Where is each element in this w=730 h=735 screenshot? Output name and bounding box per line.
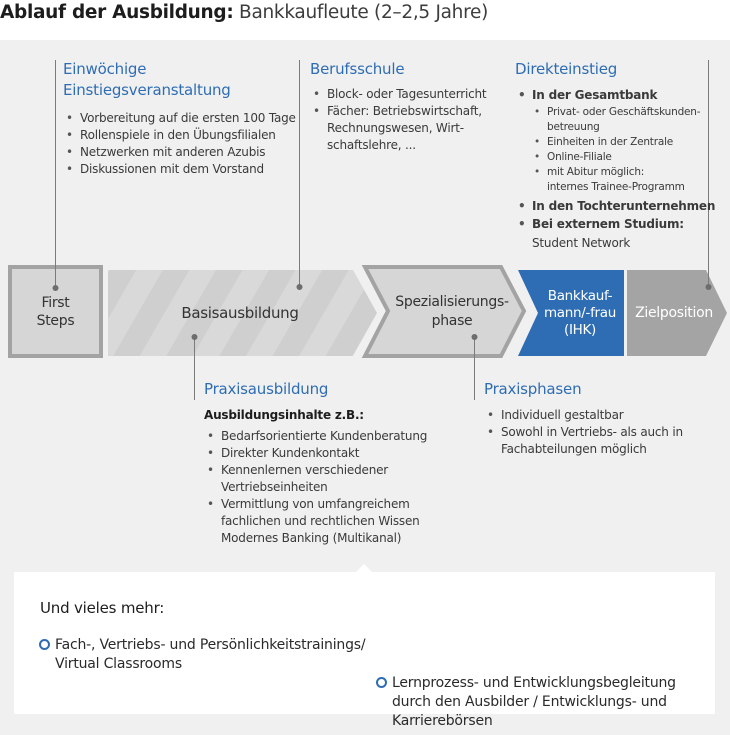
stage-first-steps-line2: Steps: [36, 312, 75, 329]
bullet-ring-icon: [376, 677, 387, 688]
stage-ziel-label: Zielposition: [635, 305, 713, 321]
more-item-right-line1: Lernprozess- und Entwicklungsbegleitung: [392, 675, 676, 691]
extern-label: Bei externem Studium:: [532, 217, 684, 231]
berufsschule-heading: Berufsschule: [310, 60, 405, 78]
title-bold: Ablauf der Ausbildung:: [0, 2, 234, 23]
list-item-line: • Sowohl in Vertriebs- als auch in: [501, 425, 683, 439]
list-item: [531, 165, 705, 195]
list-item-line: • Bedarfsorientierte Kundenberatung: [221, 429, 428, 443]
list-item-text: Block- oder Tagesunterricht: [327, 87, 487, 101]
list-item-line: • Kennenlernen verschiedener: [221, 463, 389, 477]
stage-first-steps: [12, 269, 99, 354]
more-heading: Und vieles mehr:: [40, 599, 165, 617]
list-item: [484, 424, 714, 458]
direkteinstieg-list: [515, 87, 705, 104]
list-item-line: • mit Abitur möglich:: [547, 166, 645, 178]
more-item-left: [39, 636, 730, 674]
list-item: [484, 407, 714, 424]
section-praxisphasen: [484, 379, 714, 458]
stage-basis-label: Basisausbildung: [181, 304, 299, 322]
list-item: [531, 150, 705, 165]
list-item-line: • Fächer: Betriebswirtschaft,: [327, 104, 482, 118]
stage-bankkauf: [536, 270, 624, 356]
einstieg-heading-line2: Einstiegsveranstaltung: [63, 81, 231, 99]
more-item-right-line3: Karrierebörsen: [392, 713, 493, 729]
stage-spezial: [388, 269, 516, 355]
list-item-line: Vertriebseinheiten: [221, 480, 328, 494]
gesamtbank-label: In der Gesamtbank: [532, 88, 658, 102]
stage-spezial-line2: phase: [431, 313, 473, 329]
list-item: [531, 105, 705, 135]
einstieg-list: [63, 110, 296, 178]
list-item: • Diskussionen mit dem Vorstand: [63, 161, 293, 178]
list-item: [204, 445, 464, 462]
more-item-left-line2: Virtual Classrooms: [55, 656, 182, 672]
list-item: [531, 135, 705, 150]
more-box: [14, 572, 715, 729]
title-subtitle: Bankkaufleute (2–2,5 Jahre): [239, 2, 488, 23]
more-item-right: [376, 674, 730, 731]
praxisphasen-list: [484, 407, 714, 458]
more-item-left-line1: Fach-, Vertriebs- und Persönlichkeitstrainings/: [55, 637, 366, 653]
gesamtbank-list: [531, 105, 705, 195]
list-item: • Rollenspiele in den Übungsfilialen: [63, 127, 293, 144]
list-item-line: • Individuell gestaltbar: [501, 408, 624, 422]
praxisausbildung-heading: Praxisausbildung: [204, 380, 329, 398]
more-item-right-line2: durch den Ausbilder / Entwicklungs- und: [392, 694, 667, 710]
list-item-line: • Einheiten in der Zentrale: [547, 136, 674, 148]
list-item: [204, 462, 464, 496]
section-einstieg: [63, 59, 296, 178]
list-item: • Netzwerken mit anderen Azubis: [63, 144, 293, 161]
tochter-label: In den Tochterunternehmen: [532, 199, 716, 213]
stage-bankkauf-line2: mann/-frau: [543, 304, 617, 321]
list-item-line: fachlichen und rechtlichen Wissen: [221, 514, 420, 528]
stage-ziel: [628, 270, 720, 356]
list-item: • Vorbereitung auf die ersten 100 Tage: [63, 110, 293, 127]
stage-bankkauf-line3: (IHK): [563, 321, 597, 338]
stage-bankkauf-line1: Bankkauf-: [547, 287, 613, 304]
list-item-line: • Vermittlung von umfangreichem: [221, 497, 410, 511]
gesamtbank-item: [515, 87, 705, 104]
section-praxisausbildung: [204, 379, 464, 547]
direkteinstieg-list-2: [515, 198, 716, 233]
praxisphasen-heading: Praxisphasen: [484, 380, 582, 398]
bullet-ring-icon: [39, 639, 50, 650]
list-item-line: Rechnungswesen, Wirt-: [327, 121, 464, 135]
berufsschule-list: [310, 86, 500, 154]
praxisausbildung-intro: Ausbildungsinhalte z.B.:: [204, 408, 364, 422]
tochter-item: [515, 198, 716, 215]
list-item-line: • Direkter Kundenkontakt: [221, 446, 360, 460]
section-berufsschule: [310, 59, 500, 154]
praxisausbildung-list: [204, 428, 464, 547]
list-item-line: Modernes Banking (Multikanal): [221, 531, 402, 545]
extern-item: [515, 216, 705, 233]
list-item: [204, 496, 464, 547]
list-item-line: • Privat- oder Geschäftskunden-: [547, 106, 701, 118]
stage-first-steps-line1: First: [41, 294, 70, 311]
stage-basis: [110, 270, 370, 356]
extern-sub: Student Network: [532, 236, 631, 250]
list-item-line: • Online-Filiale: [547, 151, 612, 163]
list-item-line: internes Trainee-Programm: [547, 181, 685, 193]
list-item-line: betreuung: [547, 121, 600, 133]
list-item-line: schaftslehre, ...: [327, 138, 416, 152]
section-direkteinstieg: [515, 59, 716, 252]
stage-spezial-line1: Spezialisierungs-: [395, 294, 509, 310]
einstieg-heading-line1: Einwöchige: [63, 60, 147, 78]
list-item: [204, 428, 464, 445]
list-item-line: Fachabteilungen möglich: [501, 442, 647, 456]
list-item: [310, 86, 500, 103]
direkteinstieg-heading: Direkteinstieg: [515, 60, 618, 78]
list-item: [310, 103, 500, 154]
